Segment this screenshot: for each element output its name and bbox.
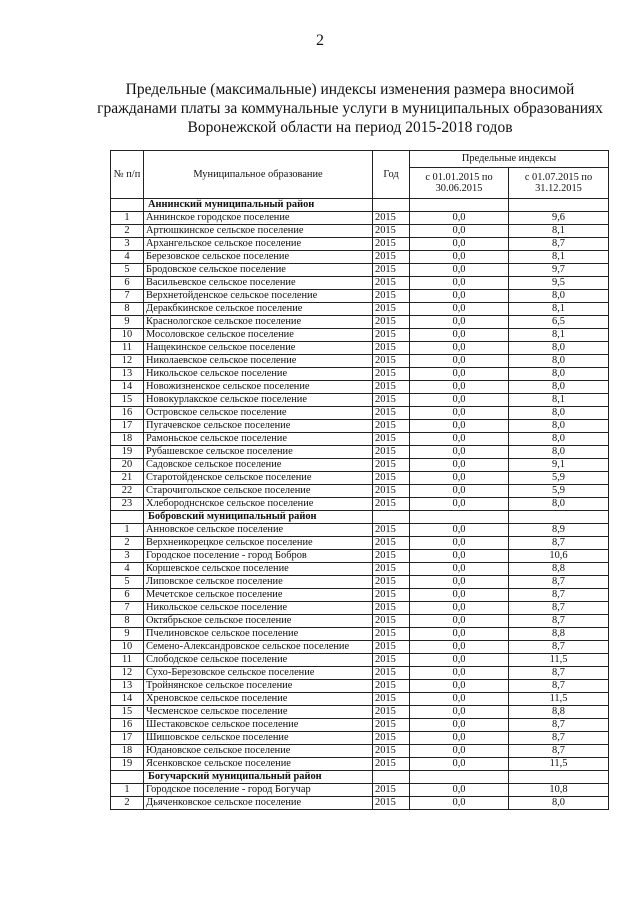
table-row (111, 472, 609, 485)
municipality-name: Николаевское сельское поселение (144, 355, 373, 368)
year-cell: 2015 (373, 238, 410, 251)
index-period-1: 0,0 (410, 589, 509, 602)
table-row (111, 485, 609, 498)
index-period-2: 11,5 (509, 758, 609, 771)
municipality-name: Сухо-Березовское сельское поселение (144, 667, 373, 680)
section-title: Богучарский муниципальный район (144, 771, 373, 784)
table-body (111, 199, 609, 810)
row-number: 10 (111, 329, 144, 342)
index-period-1: 0,0 (410, 758, 509, 771)
index-period-1: 0,0 (410, 602, 509, 615)
index-period-1: 0,0 (410, 329, 509, 342)
document-title (60, 80, 640, 137)
row-number: 9 (111, 316, 144, 329)
row-number: 5 (111, 264, 144, 277)
index-period-1: 0,0 (410, 563, 509, 576)
index-period-2: 8,8 (509, 628, 609, 641)
year-cell: 2015 (373, 745, 410, 758)
row-number: 15 (111, 706, 144, 719)
year-cell: 2015 (373, 563, 410, 576)
row-number: 2 (111, 537, 144, 550)
year-cell: 2015 (373, 680, 410, 693)
table-row (111, 342, 609, 355)
table-row (111, 732, 609, 745)
index-period-2: 8,7 (509, 667, 609, 680)
index-period-2: 8,0 (509, 381, 609, 394)
row-number: 19 (111, 758, 144, 771)
year-cell: 2015 (373, 368, 410, 381)
index-period-2: 8,8 (509, 563, 609, 576)
table-row (111, 277, 609, 290)
year-cell: 2015 (373, 498, 410, 511)
row-number: 17 (111, 732, 144, 745)
index-period-2: 8,0 (509, 446, 609, 459)
index-period-2: 8,9 (509, 524, 609, 537)
municipality-name: Хреновское сельское поселение (144, 693, 373, 706)
row-number: 7 (111, 290, 144, 303)
row-number: 12 (111, 667, 144, 680)
table-row (111, 303, 609, 316)
index-period-1: 0,0 (410, 706, 509, 719)
table-row (111, 693, 609, 706)
index-period-1: 0,0 (410, 251, 509, 264)
section-v2-cell (509, 199, 609, 212)
year-cell: 2015 (373, 576, 410, 589)
row-number: 4 (111, 563, 144, 576)
municipality-name: Шишовское сельское поселение (144, 732, 373, 745)
table-row (111, 433, 609, 446)
municipality-name: Городское поселение - город Бобров (144, 550, 373, 563)
section-v1-cell (410, 199, 509, 212)
section-v1-cell (410, 771, 509, 784)
year-cell: 2015 (373, 550, 410, 563)
header-indices-group: Предельные индексы (410, 151, 609, 168)
year-cell: 2015 (373, 537, 410, 550)
section-v2-cell (509, 771, 609, 784)
year-cell: 2015 (373, 329, 410, 342)
section-title: Аннинский муниципальный район (144, 199, 373, 212)
municipality-name: Островское сельское поселение (144, 407, 373, 420)
index-period-1: 0,0 (410, 693, 509, 706)
table-row (111, 212, 609, 225)
index-period-1: 0,0 (410, 667, 509, 680)
municipality-name: Садовское сельское поселение (144, 459, 373, 472)
year-cell: 2015 (373, 732, 410, 745)
municipality-name: Верхнетойденское сельское поселение (144, 290, 373, 303)
index-period-2: 8,7 (509, 537, 609, 550)
index-period-2: 8,0 (509, 797, 609, 810)
section-v1-cell (410, 511, 509, 524)
table-header (111, 151, 609, 199)
index-period-2: 8,0 (509, 355, 609, 368)
row-number: 1 (111, 524, 144, 537)
year-cell: 2015 (373, 524, 410, 537)
index-period-2: 8,0 (509, 368, 609, 381)
index-period-2: 8,7 (509, 680, 609, 693)
row-number: 12 (111, 355, 144, 368)
table-row (111, 602, 609, 615)
header-period-2: с 01.07.2015 по 31.12.2015 (509, 168, 609, 199)
header-year: Год (373, 151, 410, 199)
table-row (111, 680, 609, 693)
row-number: 16 (111, 407, 144, 420)
municipality-name: Тройнянское сельское поселение (144, 680, 373, 693)
municipality-name: Рубашевское сельское поселение (144, 446, 373, 459)
municipality-name: Мосоловское сельское поселение (144, 329, 373, 342)
table-row (111, 524, 609, 537)
index-period-1: 0,0 (410, 433, 509, 446)
index-period-2: 8,7 (509, 589, 609, 602)
year-cell: 2015 (373, 719, 410, 732)
index-period-1: 0,0 (410, 654, 509, 667)
index-period-1: 0,0 (410, 576, 509, 589)
year-cell: 2015 (373, 628, 410, 641)
municipality-name: Слободское сельское поселение (144, 654, 373, 667)
table-row (111, 498, 609, 511)
index-period-2: 8,7 (509, 238, 609, 251)
index-period-1: 0,0 (410, 342, 509, 355)
municipality-name: Бродовское сельское поселение (144, 264, 373, 277)
row-number: 3 (111, 238, 144, 251)
index-period-2: 8,7 (509, 719, 609, 732)
year-cell: 2015 (373, 615, 410, 628)
row-number: 3 (111, 550, 144, 563)
index-period-2: 9,5 (509, 277, 609, 290)
index-period-1: 0,0 (410, 212, 509, 225)
index-period-2: 8,7 (509, 576, 609, 589)
table-row (111, 667, 609, 680)
year-cell: 2015 (373, 355, 410, 368)
row-number: 21 (111, 472, 144, 485)
row-number: 2 (111, 797, 144, 810)
year-cell: 2015 (373, 654, 410, 667)
year-cell: 2015 (373, 472, 410, 485)
row-number: 23 (111, 498, 144, 511)
index-period-1: 0,0 (410, 355, 509, 368)
year-cell: 2015 (373, 394, 410, 407)
year-cell: 2015 (373, 485, 410, 498)
table-row (111, 641, 609, 654)
header-period-1: с 01.01.2015 по 30.06.2015 (410, 168, 509, 199)
table-row (111, 394, 609, 407)
municipality-name: Пугачевское сельское поселение (144, 420, 373, 433)
row-number: 14 (111, 381, 144, 394)
row-number: 16 (111, 719, 144, 732)
index-period-2: 8,7 (509, 615, 609, 628)
row-number: 1 (111, 212, 144, 225)
index-period-1: 0,0 (410, 615, 509, 628)
year-cell: 2015 (373, 303, 410, 316)
row-number: 8 (111, 615, 144, 628)
index-period-2: 8,1 (509, 251, 609, 264)
table-row (111, 251, 609, 264)
row-number: 18 (111, 745, 144, 758)
table-row (111, 316, 609, 329)
index-period-1: 0,0 (410, 628, 509, 641)
table-row (111, 537, 609, 550)
index-period-2: 9,1 (509, 459, 609, 472)
section-year-cell (373, 199, 410, 212)
table-row (111, 420, 609, 433)
year-cell: 2015 (373, 706, 410, 719)
index-period-1: 0,0 (410, 498, 509, 511)
index-period-2: 8,0 (509, 498, 609, 511)
year-cell: 2015 (373, 212, 410, 225)
municipality-name: Старотойденское сельское поселение (144, 472, 373, 485)
municipality-name: Аннинское городское поселение (144, 212, 373, 225)
section-v2-cell (509, 511, 609, 524)
row-number: 1 (111, 784, 144, 797)
section-num-cell (111, 771, 144, 784)
indices-table (110, 150, 609, 810)
table-row (111, 615, 609, 628)
index-period-1: 0,0 (410, 238, 509, 251)
year-cell: 2015 (373, 758, 410, 771)
row-number: 13 (111, 680, 144, 693)
index-period-2: 5,9 (509, 472, 609, 485)
index-period-1: 0,0 (410, 745, 509, 758)
index-period-1: 0,0 (410, 784, 509, 797)
row-number: 14 (111, 693, 144, 706)
index-period-1: 0,0 (410, 524, 509, 537)
title-line: гражданами платы за коммунальные услуги в муниципальных образованиях (97, 100, 603, 117)
year-cell: 2015 (373, 589, 410, 602)
table-row (111, 459, 609, 472)
index-period-2: 8,1 (509, 394, 609, 407)
municipality-name: Васильевское сельское поселение (144, 277, 373, 290)
municipality-name: Липовское сельское поселение (144, 576, 373, 589)
index-period-1: 0,0 (410, 680, 509, 693)
section-row (111, 511, 609, 524)
table-row (111, 589, 609, 602)
municipality-name: Березовское сельское поселение (144, 251, 373, 264)
table-row (111, 238, 609, 251)
section-row (111, 771, 609, 784)
municipality-name: Семено-Александровское сельское поселение (144, 641, 373, 654)
row-number: 20 (111, 459, 144, 472)
index-period-1: 0,0 (410, 368, 509, 381)
table-row (111, 264, 609, 277)
year-cell: 2015 (373, 797, 410, 810)
municipality-name: Мечетское сельское поселение (144, 589, 373, 602)
row-number: 2 (111, 225, 144, 238)
year-cell: 2015 (373, 277, 410, 290)
municipality-name: Октябрьское сельское поселение (144, 615, 373, 628)
table-row (111, 797, 609, 810)
section-row (111, 199, 609, 212)
row-number: 17 (111, 420, 144, 433)
index-period-1: 0,0 (410, 290, 509, 303)
index-period-2: 8,7 (509, 641, 609, 654)
index-period-1: 0,0 (410, 797, 509, 810)
index-period-2: 8,7 (509, 732, 609, 745)
index-period-2: 8,0 (509, 290, 609, 303)
year-cell: 2015 (373, 251, 410, 264)
year-cell: 2015 (373, 381, 410, 394)
year-cell: 2015 (373, 693, 410, 706)
section-year-cell (373, 511, 410, 524)
row-number: 22 (111, 485, 144, 498)
table-row (111, 446, 609, 459)
municipality-name: Хлебороднснское сельское поселение (144, 498, 373, 511)
index-period-1: 0,0 (410, 277, 509, 290)
section-num-cell (111, 199, 144, 212)
index-period-1: 0,0 (410, 394, 509, 407)
page-number: 2 (316, 32, 324, 49)
index-period-1: 0,0 (410, 420, 509, 433)
year-cell: 2015 (373, 784, 410, 797)
index-period-1: 0,0 (410, 719, 509, 732)
table-row (111, 719, 609, 732)
year-cell: 2015 (373, 264, 410, 277)
index-period-2: 8,1 (509, 329, 609, 342)
table-row (111, 758, 609, 771)
title-line: Предельные (максимальные) индексы изменения размера вносимой (125, 81, 575, 98)
row-number: 6 (111, 277, 144, 290)
index-period-1: 0,0 (410, 381, 509, 394)
table-row (111, 550, 609, 563)
row-number: 7 (111, 602, 144, 615)
year-cell: 2015 (373, 446, 410, 459)
municipality-name: Артюшкинское сельское поселение (144, 225, 373, 238)
year-cell: 2015 (373, 602, 410, 615)
year-cell: 2015 (373, 290, 410, 303)
table-row (111, 654, 609, 667)
index-period-2: 10,8 (509, 784, 609, 797)
municipality-name: Архангельское сельское поселение (144, 238, 373, 251)
index-period-1: 0,0 (410, 472, 509, 485)
index-period-2: 11,5 (509, 654, 609, 667)
row-number: 15 (111, 394, 144, 407)
table-row (111, 745, 609, 758)
header-num: № п/п (111, 151, 144, 199)
table-row (111, 576, 609, 589)
year-cell: 2015 (373, 407, 410, 420)
year-cell: 2015 (373, 316, 410, 329)
municipality-name: Деракбкинское сельское поселение (144, 303, 373, 316)
table-row (111, 563, 609, 576)
index-period-1: 0,0 (410, 485, 509, 498)
year-cell: 2015 (373, 433, 410, 446)
municipality-name: Никольское сельское поселение (144, 602, 373, 615)
table-row (111, 225, 609, 238)
municipality-name: Анновское сельское поселение (144, 524, 373, 537)
index-period-2: 8,8 (509, 706, 609, 719)
index-period-2: 8,1 (509, 303, 609, 316)
municipality-name: Рамоньское сельское поселение (144, 433, 373, 446)
section-num-cell (111, 511, 144, 524)
municipality-name: Городское поселение - город Богучар (144, 784, 373, 797)
index-period-1: 0,0 (410, 303, 509, 316)
index-period-1: 0,0 (410, 316, 509, 329)
index-period-1: 0,0 (410, 264, 509, 277)
index-period-2: 9,6 (509, 212, 609, 225)
index-period-2: 8,0 (509, 420, 609, 433)
municipality-name: Верхнеикорецкое сельское поселение (144, 537, 373, 550)
index-period-2: 8,7 (509, 602, 609, 615)
row-number: 13 (111, 368, 144, 381)
index-period-2: 10,6 (509, 550, 609, 563)
table-row (111, 628, 609, 641)
index-period-2: 8,7 (509, 745, 609, 758)
year-cell: 2015 (373, 459, 410, 472)
table-row (111, 407, 609, 420)
table-row (111, 355, 609, 368)
table-row (111, 290, 609, 303)
index-period-1: 0,0 (410, 407, 509, 420)
municipality-name: Нащекинское сельское поселение (144, 342, 373, 355)
index-period-2: 8,0 (509, 433, 609, 446)
row-number: 11 (111, 342, 144, 355)
title-line: Воронежской области на период 2015-2018 годов (187, 119, 513, 136)
index-period-1: 0,0 (410, 459, 509, 472)
index-period-1: 0,0 (410, 446, 509, 459)
year-cell: 2015 (373, 225, 410, 238)
municipality-name: Старочигольское сельское поселение (144, 485, 373, 498)
municipality-name: Шестаковское сельское поселение (144, 719, 373, 732)
table-row (111, 784, 609, 797)
index-period-2: 6,5 (509, 316, 609, 329)
index-period-2: 8,0 (509, 342, 609, 355)
year-cell: 2015 (373, 342, 410, 355)
index-period-2: 8,1 (509, 225, 609, 238)
municipality-name: Коршевское сельское поселение (144, 563, 373, 576)
row-number: 10 (111, 641, 144, 654)
index-period-2: 9,7 (509, 264, 609, 277)
municipality-name: Пчелиновское сельское поселение (144, 628, 373, 641)
year-cell: 2015 (373, 641, 410, 654)
index-period-1: 0,0 (410, 550, 509, 563)
row-number: 18 (111, 433, 144, 446)
section-year-cell (373, 771, 410, 784)
header-municipality: Муниципальное образование (144, 151, 373, 199)
index-period-1: 0,0 (410, 537, 509, 550)
row-number: 11 (111, 654, 144, 667)
index-period-2: 11,5 (509, 693, 609, 706)
municipality-name: Новожизненское сельское поселение (144, 381, 373, 394)
row-number: 6 (111, 589, 144, 602)
table-row (111, 329, 609, 342)
row-number: 5 (111, 576, 144, 589)
table-row (111, 381, 609, 394)
table-row (111, 706, 609, 719)
index-period-1: 0,0 (410, 225, 509, 238)
municipality-name: Никольское сельское поселение (144, 368, 373, 381)
table-row (111, 368, 609, 381)
section-title: Бобровский муниципальный район (144, 511, 373, 524)
municipality-name: Чесменское сельское поселение (144, 706, 373, 719)
municipality-name: Юдановское сельское поселение (144, 745, 373, 758)
row-number: 4 (111, 251, 144, 264)
year-cell: 2015 (373, 667, 410, 680)
municipality-name: Ясенковское сельское поселение (144, 758, 373, 771)
municipality-name: Дьяченковское сельское поселение (144, 797, 373, 810)
year-cell: 2015 (373, 420, 410, 433)
municipality-name: Краснологское сельское поселение (144, 316, 373, 329)
index-period-2: 5,9 (509, 485, 609, 498)
index-period-2: 8,0 (509, 407, 609, 420)
index-period-1: 0,0 (410, 641, 509, 654)
row-number: 8 (111, 303, 144, 316)
index-period-1: 0,0 (410, 732, 509, 745)
row-number: 9 (111, 628, 144, 641)
row-number: 19 (111, 446, 144, 459)
municipality-name: Новокурлакское сельское поселение (144, 394, 373, 407)
